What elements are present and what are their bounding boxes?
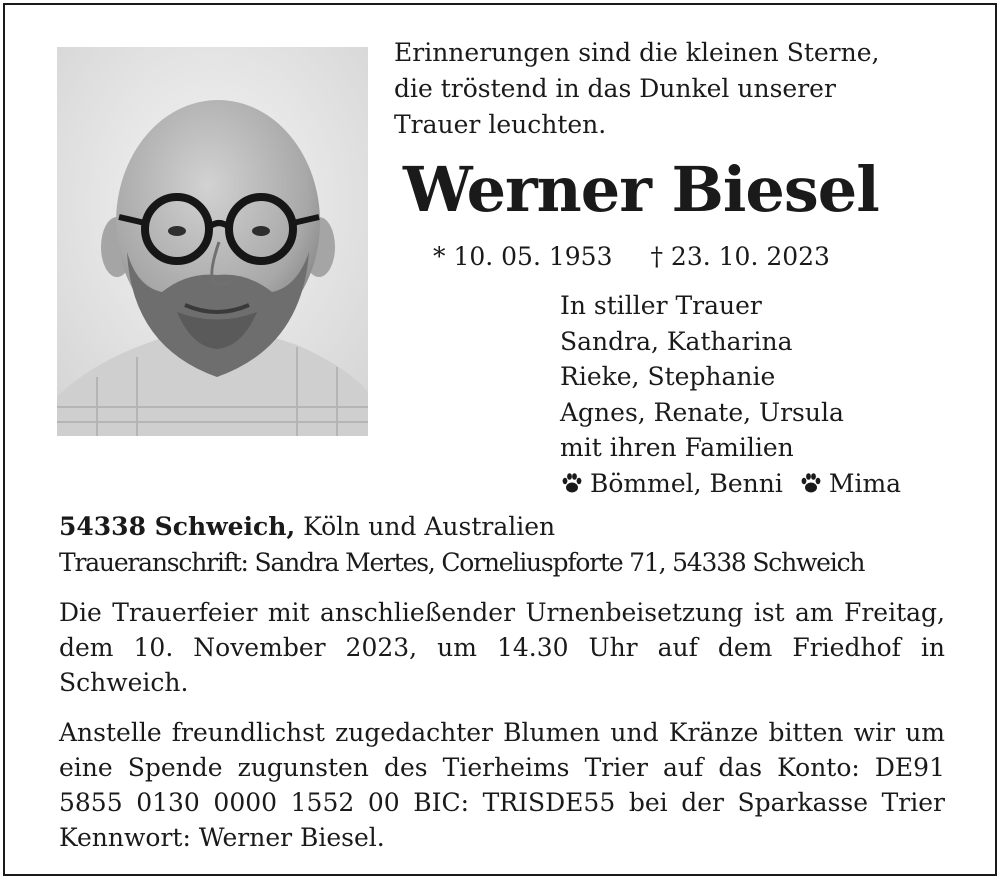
quote-line: Erinnerungen sind die kleinen Sterne, xyxy=(394,38,880,67)
deceased-name: Werner Biesel xyxy=(403,153,879,226)
obituary-notice xyxy=(3,3,997,876)
paw-print-icon xyxy=(560,471,584,495)
mourners-line: Agnes, Renate, Ursula xyxy=(560,397,844,427)
mourners-line: mit ihren Familien xyxy=(560,433,794,462)
pet-name: Mima xyxy=(828,468,902,498)
death-date: † 23. 10. 2023 xyxy=(650,242,830,271)
quote-line: die tröstend in das Dunkel unserer xyxy=(394,74,836,103)
memorial-quote xyxy=(394,35,984,143)
funeral-info: Die Trauerfeier mit anschließender Urnenbeisetzung ist am Freitag, dem 10. November 2023, um 14.30 Uhr auf dem Friedhof in Schweich. xyxy=(59,598,945,697)
mourners-line: Rieke, Stephanie xyxy=(560,362,776,391)
portrait-illustration xyxy=(57,47,368,436)
mourners-line: Sandra, Katharina xyxy=(560,326,793,356)
paw-print-icon xyxy=(799,471,823,495)
pets-line xyxy=(560,466,1000,502)
place-and-address xyxy=(59,509,989,581)
life-dates xyxy=(433,240,993,274)
donation-info: Anstelle freundlichst zugedachter Blumen und Kränze bitten wir um eine Spende zugunsten des Tierheims Trier auf das Konto: DE91 5855 0130 0000 1552 00 BIC: TRISDE55 bei der Sparkasse Trier Kennwort: Werner Biesel. xyxy=(59,718,945,852)
hometown-rest: Köln und Australien xyxy=(295,512,556,541)
portrait-photo xyxy=(57,47,368,436)
pets-names: Bömmel, Benni xyxy=(590,468,783,498)
mourners-line: In stiller Trauer xyxy=(560,291,762,320)
quote-line: Trauer leuchten. xyxy=(394,110,607,139)
hometown-bold: 54338 Schweich, xyxy=(59,512,296,541)
hometown-line xyxy=(59,509,989,545)
birth-date: * 10. 05. 1953 xyxy=(433,242,613,271)
mourning-address: Traueranschrift: Sandra Mertes, Corneliuspforte 71, 54338 Schweich xyxy=(59,548,865,577)
mourners-list xyxy=(560,288,1000,501)
